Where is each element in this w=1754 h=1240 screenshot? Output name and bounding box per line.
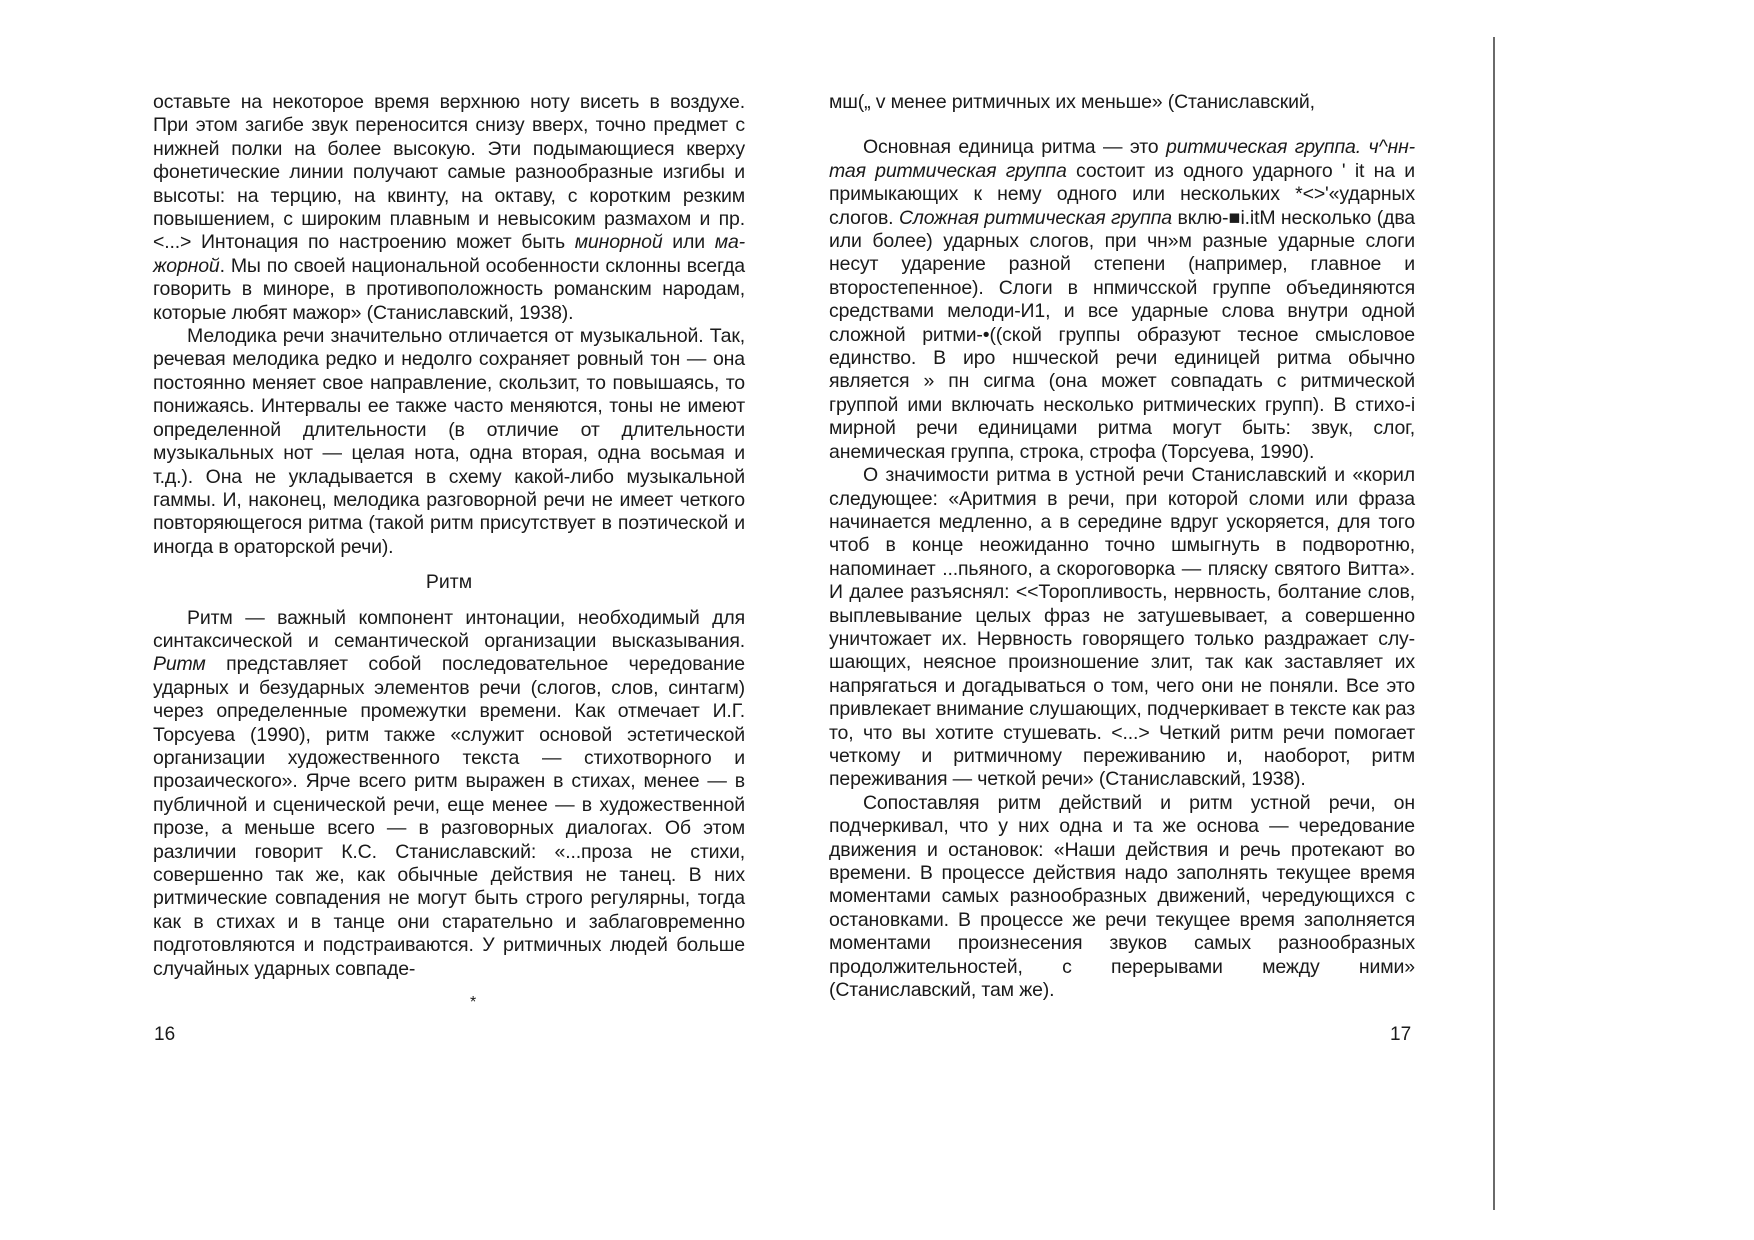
italic-term: Сложная ритмическая группа bbox=[898, 206, 1172, 229]
text-run: мш(„ v менее ритмичных их меньше» (Станиславский, bbox=[829, 91, 1315, 113]
italic-term: Ритм bbox=[153, 653, 206, 676]
italic-term: ма-жорной bbox=[153, 231, 746, 277]
text-run: вклю-■i.itM несколько (два или более) ударных слогов, при чн»м разные ударные слоги несут ударение разной степени (например, главное и второстепенное). Слоги в нпмичсской группе объединяются средствами мелоди-И1, и все ударные слова внутри одной сложной ритми-•((ской группы образуют тесное смысловое единство. В иро ншческой речи единицей ритма обычно является » пн сигма (она может совпадать с ритмической группой ими включать несколько ритмических групп). В стихо-i мирной речи единицами ритма могут быть: звук, слог, анемическая группа, строка, строфа (Торсуева, 1990). bbox=[829, 206, 1416, 463]
paragraph-action-speech-rhythm bbox=[829, 792, 1415, 1003]
italic-term: ритмическая группа. ч^нн-тая ритмическая группа bbox=[829, 136, 1415, 182]
italic-term: минорной bbox=[574, 231, 663, 254]
text-run: состоит из одного ударного ' it на и примыкающих к нему одного или нескольких *<>'«ударных слогов. bbox=[829, 159, 1415, 229]
book-spine-divider bbox=[1493, 37, 1495, 1210]
text-run: . Мы по своей национальной особенности склонны всегда говорить в миноре, в противоположность романским народам, которые любят мажор» (Станиславский, 1938). bbox=[153, 254, 745, 324]
page-number-right: 17 bbox=[1390, 1024, 1412, 1045]
text-run: О значимости ритма в устной речи Станиславский и «корил следующее: «Аритмия в речи, при которой сломи или фраза начинается медленно, а в середине вдруг ускоряется, для того чтоб в конце неожиданно точно шмыгнуть в подворотню, напоминает ...пьяного, а скороговорка — пляску святого Витта». И далее разъяснял: <<Торопливость, нервность, болтание слов, выплевывание целых фраз не затушевывает, а совершенно уничтожает их. Нервность говорящего только раздражает слу-шающих, неясное произношение злит, так как заставляет их напрягаться и догадываться о том, чего они не поняли. Все это привлекает внимание слушающих, подчеркивает в тексте как раз то, что вы хотите стушевать. <...> Четкий ритм речи помогает четкому и ритмичному переживанию и, наоборот, ритм переживания — четкой речи» (Станиславский, 1938). bbox=[829, 464, 1415, 791]
right-page-column bbox=[829, 91, 1415, 1002]
paragraph-continuation bbox=[829, 91, 1415, 114]
paragraph-rhythm-definition bbox=[153, 607, 745, 982]
footnote-star: * bbox=[470, 994, 477, 1011]
page-number-left: 16 bbox=[154, 1024, 176, 1045]
text-run: представляет собой последовательное чередование ударных и безударных элементов речи (слогов, слов, синтагм) через определенные промежутки времени. Как отмечает И.Г. Торсуева (1990), ритм также «служит основой эстетической организации художественного текста — стихотворного и прозаического». Ярче всего ритм выражен в стихах, менее — в публичной и сценической речи, еще менее — в художественной прозе, а меньше всего — в разговорных диалогах. Об этом различии говорит К.С. Станиславский: «...проза не стихи, совершенно так же, как обычные действия не танец. В них ритмические совпадения не могут быть строго регулярны, тогда как в стихах и в танце они старательно и заблаговременно подготовляются и подстраиваются. У ритмичных людей больше случайных ударных совпаде- bbox=[153, 653, 745, 980]
paragraph-rhythm-importance bbox=[829, 464, 1415, 792]
section-heading-rhythm: Ритм bbox=[425, 571, 473, 594]
text-run: Сопоставляя ритм действий и ритм устной речи, он подчеркивал, что у них одна и та же основа — чередование движения и остановок: «Наши действия и речь протекают во времени. В процессе действия надо заполнять текущее время моментами самых разнообразных движений, чередующихся с остановками. В процессе же речи текущее время заполняется моментами произнесения звуков самых разнообразных продолжительностей, с перерывами между ними» (Станиславский, там же). bbox=[829, 791, 1415, 1002]
left-page-column bbox=[153, 91, 745, 981]
paragraph-rhythmic-group bbox=[829, 136, 1415, 464]
text-run: оставьте на некоторое время верхнюю ноту висеть в воздухе. При этом загибе звук переносится снизу вверх, точно предмет с нижней полки на более высокую. Эти подымающиеся кверху фонетические линии получают самые разнообразные изгибы и высоты: на терцию, на квинту, на октаву, с коротким резким повышением, с широким плавным и невысоким размахом и пр. <...> Интонация по настроению может быть bbox=[153, 91, 745, 254]
text-run: Основная единица ритма — это bbox=[863, 136, 1167, 159]
paragraph-speech-melody bbox=[153, 325, 745, 559]
text-run: Мелодика речи значительно отличается от музыкальной. Так, речевая мелодика редко и недолго сохраняет ровный тон — она постоянно меняет свое направление, скользит, то повышаясь, то понижаясь. Интервалы ее также часто меняются, тоны не имеют определенной длительности (в отличие от длительности музыкальных нот — целая нота, одна вторая, одна восьмая и т.д.). Она не укладывается в схему какой-либо музыкальной гаммы. И, наконец, мелодика разговорной речи не имеет четкого повторяющегося ритма (такой ритм присутствует в поэтической и иногда в ораторской речи). bbox=[153, 325, 745, 558]
paragraph-intonation-quote bbox=[153, 91, 745, 325]
text-run: Ритм — важный компонент интонации, необходимый для синтаксической и семантической организации высказывания. bbox=[153, 606, 745, 652]
text-run: или bbox=[662, 231, 715, 254]
